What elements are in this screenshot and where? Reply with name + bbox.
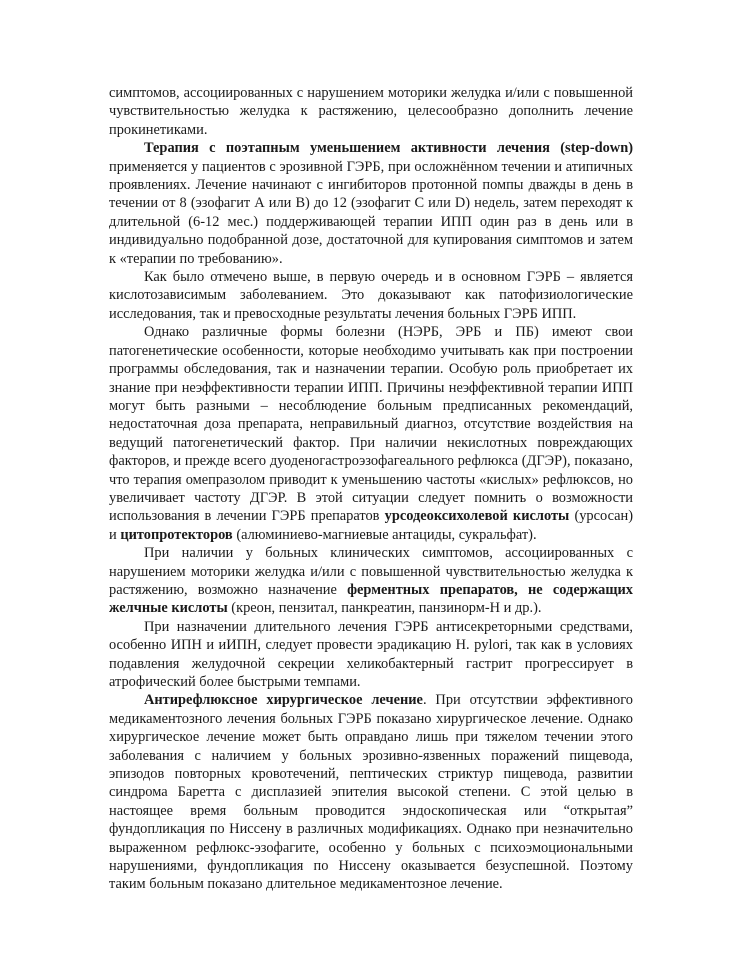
text-run: При наличии у больных клинических симптомов, ассоциированных с нарушением моторики желудка и/или с повышенной чувствительностью желудка к растяжению, возможно назначение (109, 545, 633, 598)
paragraph (109, 323, 633, 544)
bold-text: Терапия с поэтапным уменьшением активности лечения (step-down) (144, 140, 633, 157)
bold-text: Антирефлюксное хирургическое лечение (144, 692, 423, 709)
text-run: симптомов, ассоциированных с нарушением моторики желудка и/или с повышенной чувствительностью желудка к растяжению, целесообразно дополнить лечение прокинетиками. (109, 85, 633, 138)
bold-text: ферментных препаратов, не содержащих желчные кислоты (109, 581, 633, 617)
paragraph (109, 268, 633, 323)
paragraph (109, 544, 633, 618)
text-run: При назначении длительного лечения ГЭРБ антисекреторными средствами, особенно ИПН и иИПН, следует провести эрадикацию H. pylori, так как в условиях подавления желудочной секреции хеликобактерный гастрит прогрессирует в атрофический более быстрыми темпами. (109, 618, 633, 690)
bold-text: урсодеоксихолевой кислоты (384, 508, 570, 525)
text-run: применяется у пациентов с эрозивной ГЭРБ, при осложнённом течении и атипичных проявлениях. Лечение начинают с ингибиторов протонной помпы дважды в день в течении от 8 (эзофагит А или В) до 12 (эзофагит С или D) недель, затем переходят к длительной (6-12 мес.) поддерживающей терапии ИПП один раз в день или в индивидуально подобранной дозе, достаточной для купирования симптомов и затем к «терапии по требованию». (109, 158, 633, 267)
text-run: . При отсутствии эффективного медикаментозного лечения больных ГЭРБ показано хирургическое лечение. Однако хирургическое лечение может быть оправдано лишь при тяжелом течении этого заболевания с наличием у больных эрозивно-язвенных поражений пищевода, эпизодов повторных кровотечений, пептических стриктур пищевода, развитии синдрома Баретта с дисплазией эпителия высокой степени. С этой целью в настоящее время больным проводится эндоскопическая или “открытая” фундопликация по Ниссену в различных модификациях. Однако при незначительно выраженном рефлюкс-эзофагите, особенно у больных с психоэмоциональными нарушениями, фундопликация по Ниссену оказывается безуспешной. Поэтому таким больным показано длительное медикаментозное лечение. (109, 692, 633, 893)
text-run: (урсосан) и (109, 508, 634, 543)
paragraph (109, 618, 633, 692)
text-run: (алюминиево-магниевые антациды, сукральфат). (232, 526, 537, 543)
document-page (109, 84, 633, 894)
bold-text: цитопротекторов (120, 526, 233, 543)
text-run: Однако различные формы болезни (НЭРБ, ЭРБ и ПБ) имеют свои патогенетические особенности, которые необходимо учитывать как при построении программы обследования, так и назначении терапии. Особую роль приобретает их знание при неэффективности терапии ИПП. Причины неэффективной терапии ИПП могут быть разными – несоблюдение больным предписанных рекомендаций, недостаточная доза препарата, неправильный диагноз, отсутствие воздействия на ведущий патогенетический фактор. При наличии некислотных повреждающих факторов, и прежде всего дуоденогастроэзофагеального рефлюкса (ДГЭР), показано, что терапия омепразолом приводит к уменьшению частоты «кислых» рефлюксов, но увеличивает частоту ДГЭР. В этой ситуации следует помнить о возможности использования в лечении ГЭРБ препаратов (109, 324, 633, 525)
text-run: (креон, пензитал, панкреатин, панзинорм-Н и др.). (227, 600, 542, 617)
text-run: Как было отмечено выше, в первую очередь и в основном ГЭРБ – является кислотозависимым заболеванием. Это доказывают как патофизиологические исследования, так и превосходные результаты лечения больных ГЭРБ ИПП. (109, 269, 633, 322)
paragraph (109, 691, 633, 893)
paragraph (109, 84, 633, 139)
paragraph (109, 139, 633, 268)
